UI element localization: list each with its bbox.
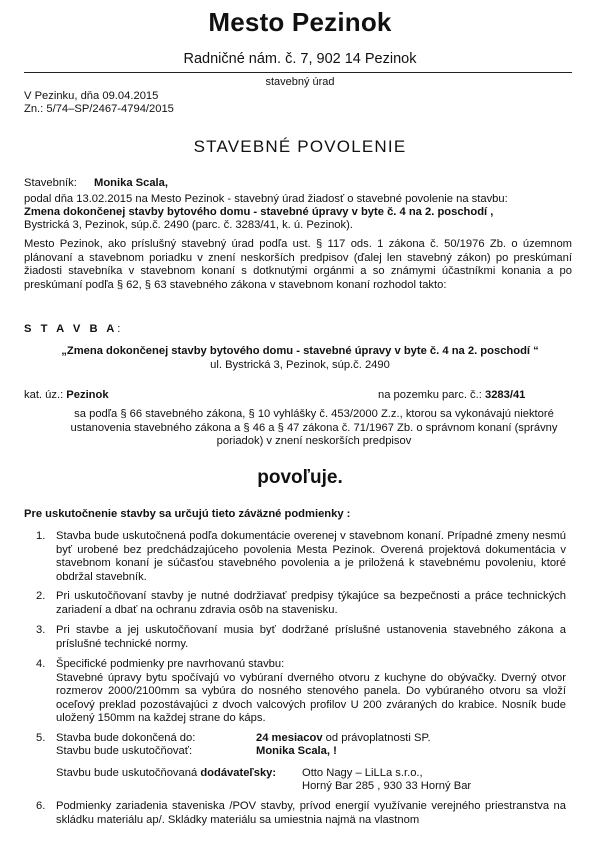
header-divider <box>24 72 572 73</box>
city-address: Radničné nám. č. 7, 902 14 Pezinok <box>183 51 417 67</box>
project-title: Zmena dokončenej stavby bytového domu - stavebné úpravy v byte č. 4 na 2. poschodí , <box>24 206 494 218</box>
parcel-label: na pozemku parc. č.: <box>378 389 482 401</box>
condition-5 <box>36 732 566 792</box>
condition-text: Stavebné úpravy bytu spočívajú vo vybúraní dverného otvoru z kuchyne do obývačky. Dverný otvor rozmerov 2000/2100mm sa vybúra do nosného stenového panela. Do vybúraného otvoru sa vloží oceľový preklad pozostávajúci z dvoch valcových profilov U 200 zváraných do krabice. Nosník bude uložený 150mm na každej strane do káps. <box>56 671 566 725</box>
condition-text: Podmienky zariadenia staveniska /POV stavby, prívod energií využívanie verejného priestranstva na skládku materiálu ap/. Skládky materiálu sa umiestnia najmä na vlastnom <box>56 800 566 826</box>
condition-text: Stavba bude uskutočnená podľa dokumentácie overenej v stavebnom konaní. Prípadné zmeny nesmú byť urobené bez predchádzajúceho povolenia Mesta Pezinok. Overená projektová dokumentácia v stavebnom konaní je súčasťou stavebného povolenia a je priložená k stavebnému povoleniu, ktoré obdržal stavebník. <box>56 530 566 583</box>
office-name: stavebný úrad <box>265 76 335 88</box>
condition-text: Pri uskutočňovaní stavby je nutné dodržiavať predpisy týkajúce sa bezpečnosti a práce technických zariadení a dbať na ochranu zdravia osôb na stavenisku. <box>56 590 566 616</box>
reference-number: Zn.: 5/74–SP/2467-4794/2015 <box>24 103 174 115</box>
condition-number: 1. <box>36 530 46 542</box>
completion-value: 24 mesiacov <box>256 732 323 744</box>
project-location: Bystrická 3, Pezinok, súp.č. 2490 (parc. č. 3283/41, k. ú. Pezinok). <box>24 219 353 231</box>
cadastral-area-value: Pezinok <box>66 389 109 401</box>
condition-text: Pri stavbe a jej uskutočňovaní musia byť dodržané príslušné ustanovenia stavebného zákona a príslušné technické normy. <box>56 624 566 650</box>
parcel-value: 3283/41 <box>484 389 526 401</box>
condition-subheading: Špecifické podmienky pre navrhovanú stavbu: <box>56 658 285 670</box>
condition-number: 3. <box>36 624 46 636</box>
condition-number: 6. <box>36 800 46 812</box>
condition-number: 5. <box>36 732 46 744</box>
parcel-number <box>378 389 525 403</box>
builder-value: Monika Scala, ! <box>256 745 337 757</box>
conditions-heading: Pre uskutočnenie stavby sa určujú tieto záväzné podmienky : <box>24 508 351 520</box>
completion-rest: od právoplatnosti SP. <box>325 732 431 744</box>
date-line: V Pezinku, dňa 09.04.2015 <box>24 90 159 102</box>
applicant-label: Stavebník: <box>24 177 77 189</box>
stavba-location: ul. Bystrická 3, Pezinok, súp.č. 2490 <box>210 359 390 371</box>
contractor-label <box>56 767 276 781</box>
cadastral-area <box>24 389 109 403</box>
stavba-label: S T A V B A <box>24 323 118 335</box>
builder-label: Stavbu bude uskutočňovať: <box>56 745 193 757</box>
document-title: STAVEBNÉ POVOLENIE <box>193 137 407 156</box>
applicant-name: Monika Scala, <box>94 177 168 189</box>
contractor-name: Otto Nagy – LiLLa s.r.o., <box>302 767 423 779</box>
authority-paragraph: Mesto Pezinok, ako príslušný stavebný úrad podľa ust. § 117 ods. 1 zákona č. 50/1976 Zb. o územnom plánovaní a stavebnom poriadku v znení neskorších predpisov (ďalej len stavebný zákon) po preskúmaní žiadosti stavebníka v stavebnom konaní s dotknutými orgánmi a so známymi účastníkmi konania a po preskúmaní podľa § 62, § 63 stavebného zákona v stavebnom konaní rozhodol takto: <box>24 238 572 291</box>
city-title: Mesto Pezinok <box>208 7 392 37</box>
condition-number: 4. <box>36 658 46 670</box>
application-text: podal dňa 13.02.2015 na Mesto Pezinok - stavebný úrad žiadosť o stavebné povolenie na stavbu: <box>24 193 508 205</box>
contractor-address: Horný Bar 285 , 930 33 Horný Bar <box>302 780 472 792</box>
legal-basis: sa podľa § 66 stavebného zákona, § 10 vyhlášky č. 453/2000 Z.z., ktorou sa vykonávajú niektoré ustanovenia stavebného zákona a § 46 a § 47 zákona č. 71/1967 Zb. o správnom konaní (správny poriadok) v znení neskorších predpisov <box>70 408 558 448</box>
stavba-name: „Zmena dokončenej stavby bytového domu - stavebné úpravy v byte č. 4 na 2. poschodí “ <box>61 345 539 357</box>
completion-label: Stavba bude dokončená do: <box>56 732 196 744</box>
contractor-bold: dodávateľsky: <box>200 767 277 779</box>
stavba-heading <box>24 323 120 337</box>
condition-number: 2. <box>36 590 46 602</box>
stavba-colon: : <box>117 323 121 335</box>
completion-term <box>256 732 431 746</box>
contractor-label-text: Stavbu bude uskutočňovaná <box>56 767 198 779</box>
verdict: povoľuje. <box>257 467 343 488</box>
cadastral-area-label: kat. úz.: <box>24 389 64 401</box>
